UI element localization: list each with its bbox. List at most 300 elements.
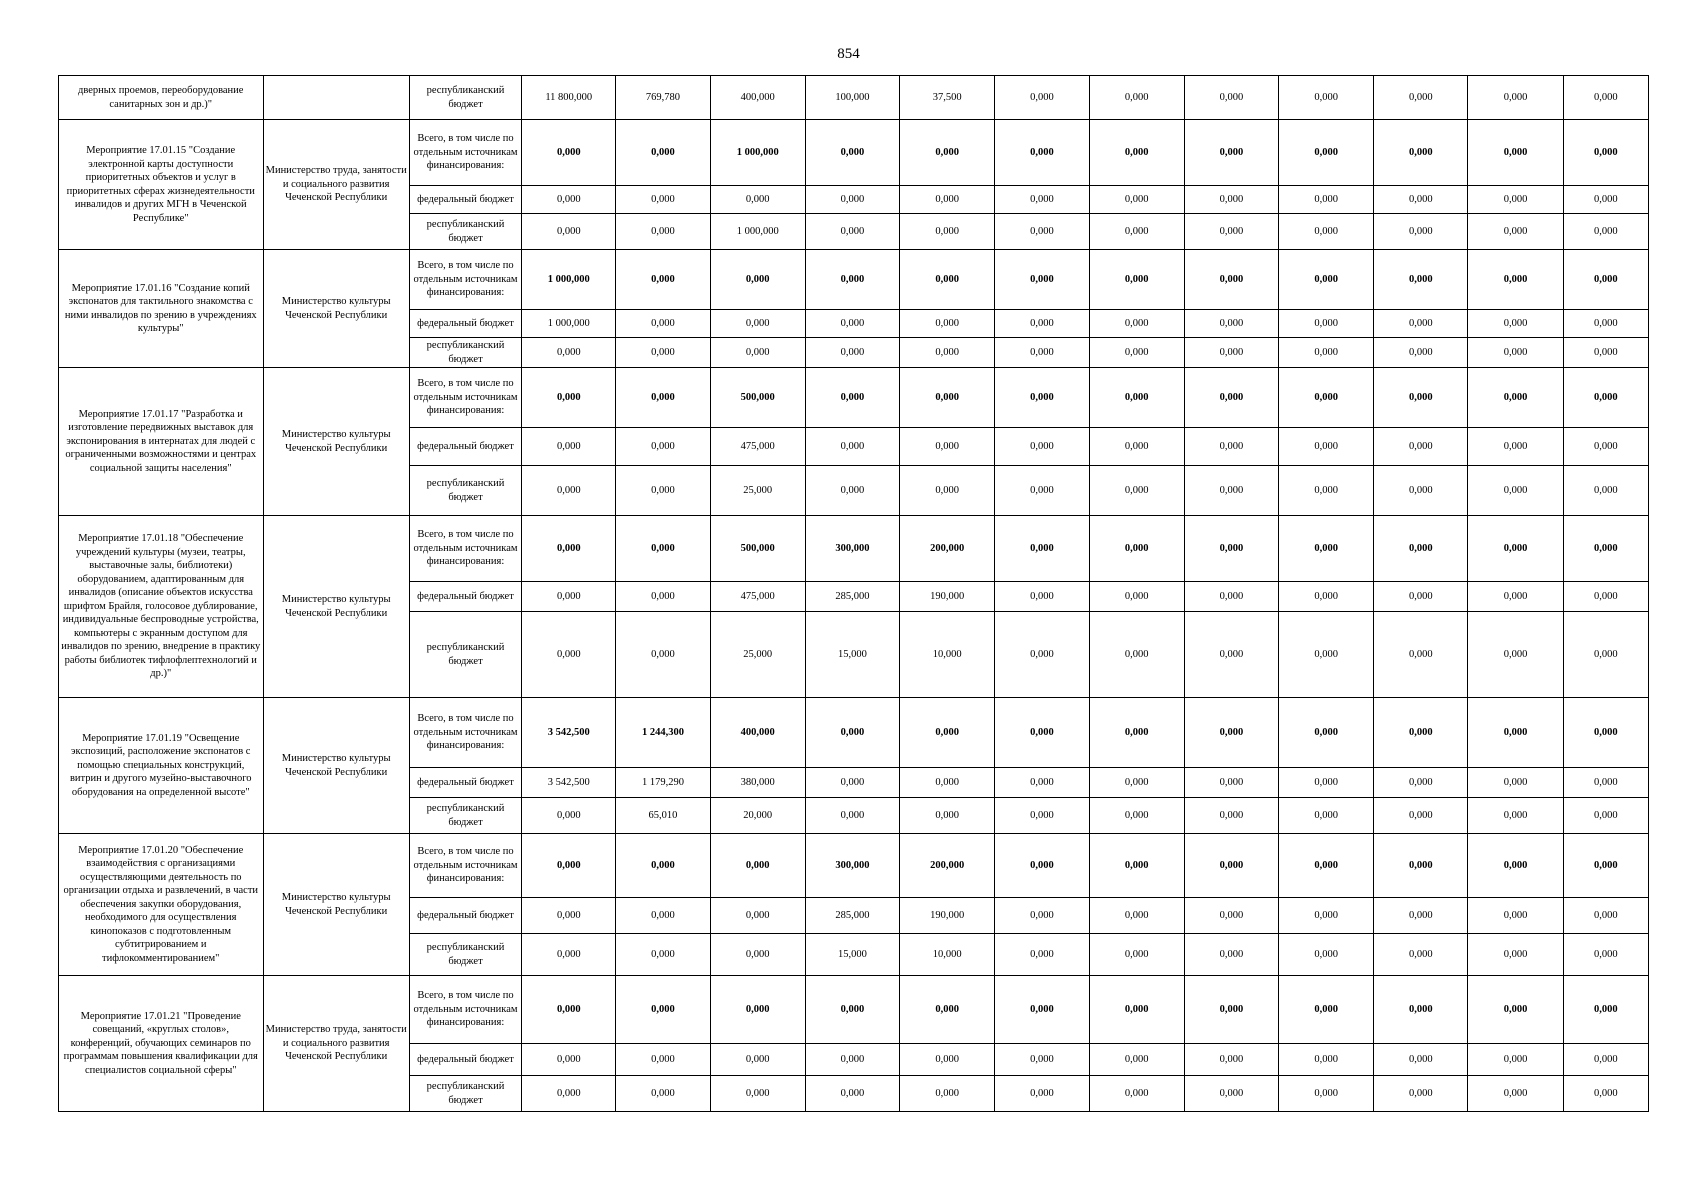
value-cell: 0,000 (710, 834, 805, 898)
measure-cell: Мероприятие 17.01.19 "Освещение экспозиций, расположение экспонатов с помощью специальных конструкций, витрин и другого музейно-выставочного оборудования на определенной высоте" (59, 698, 264, 834)
value-cell: 0,000 (1374, 120, 1468, 186)
value-cell: 0,000 (522, 834, 616, 898)
value-cell: 0,000 (995, 186, 1089, 214)
value-cell: 0,000 (616, 1076, 710, 1112)
value-cell: 0,000 (1563, 1044, 1648, 1076)
agency-cell: Министерство культуры Чеченской Республики (263, 834, 409, 976)
value-cell: 0,000 (1089, 250, 1184, 310)
value-cell: 0,000 (522, 338, 616, 368)
value-cell: 0,000 (900, 186, 995, 214)
value-cell: 0,000 (805, 1076, 899, 1112)
measure-cell: Мероприятие 17.01.15 "Создание электронной карты доступности приоритетных объектов и услуг в приоритетных сферах жизнедеятельности инвалидов и других МГН в Чеченской Республике" (59, 120, 264, 250)
value-cell: 285,000 (805, 898, 899, 934)
value-cell: 0,000 (1089, 612, 1184, 698)
value-cell: 0,000 (805, 1044, 899, 1076)
value-cell: 0,000 (1374, 428, 1468, 466)
value-cell: 0,000 (1184, 798, 1278, 834)
value-cell: 0,000 (1279, 338, 1374, 368)
value-cell: 0,000 (900, 310, 995, 338)
value-cell: 0,000 (995, 338, 1089, 368)
value-cell: 0,000 (1089, 214, 1184, 250)
funding-source-cell: республиканский бюджет (409, 934, 521, 976)
value-cell: 0,000 (1468, 516, 1563, 582)
value-cell: 0,000 (1563, 186, 1648, 214)
value-cell: 0,000 (1374, 976, 1468, 1044)
value-cell: 0,000 (1374, 934, 1468, 976)
value-cell: 0,000 (1563, 214, 1648, 250)
value-cell: 0,000 (1184, 338, 1278, 368)
value-cell: 0,000 (710, 934, 805, 976)
value-cell: 0,000 (995, 976, 1089, 1044)
value-cell: 300,000 (805, 834, 899, 898)
value-cell: 0,000 (1563, 368, 1648, 428)
value-cell: 0,000 (1089, 1044, 1184, 1076)
value-cell: 0,000 (995, 934, 1089, 976)
value-cell: 3 542,500 (522, 768, 616, 798)
agency-cell: Министерство культуры Чеченской Республики (263, 368, 409, 516)
value-cell: 0,000 (900, 1076, 995, 1112)
value-cell: 0,000 (616, 368, 710, 428)
agency-cell: Министерство культуры Чеченской Республики (263, 516, 409, 698)
value-cell: 0,000 (1563, 834, 1648, 898)
value-cell: 0,000 (1468, 310, 1563, 338)
value-cell: 0,000 (1374, 798, 1468, 834)
funding-source-cell: федеральный бюджет (409, 582, 521, 612)
funding-source-cell: республиканский бюджет (409, 214, 521, 250)
value-cell: 0,000 (1089, 582, 1184, 612)
value-cell: 0,000 (1279, 250, 1374, 310)
funding-source-cell: Всего, в том числе по отдельным источникам финансирования: (409, 698, 521, 768)
value-cell: 0,000 (1374, 582, 1468, 612)
value-cell: 1 179,290 (616, 768, 710, 798)
budget-table (58, 75, 1649, 1112)
value-cell: 200,000 (900, 834, 995, 898)
value-cell: 0,000 (900, 428, 995, 466)
value-cell: 0,000 (1374, 612, 1468, 698)
value-cell: 0,000 (900, 976, 995, 1044)
value-cell: 0,000 (1468, 466, 1563, 516)
value-cell: 0,000 (1089, 1076, 1184, 1112)
value-cell: 0,000 (1563, 612, 1648, 698)
value-cell: 25,000 (710, 612, 805, 698)
funding-source-cell: Всего, в том числе по отдельным источникам финансирования: (409, 250, 521, 310)
table-row (59, 250, 1649, 310)
value-cell: 0,000 (1089, 338, 1184, 368)
page-number: 854 (837, 46, 860, 62)
value-cell: 0,000 (1374, 466, 1468, 516)
agency-cell: Министерство труда, занятости и социального развития Чеченской Республики (263, 120, 409, 250)
value-cell: 0,000 (522, 186, 616, 214)
value-cell: 0,000 (522, 466, 616, 516)
value-cell: 1 000,000 (522, 310, 616, 338)
value-cell: 0,000 (1563, 768, 1648, 798)
value-cell: 15,000 (805, 612, 899, 698)
value-cell: 200,000 (900, 516, 995, 582)
value-cell: 0,000 (1279, 582, 1374, 612)
value-cell: 0,000 (900, 338, 995, 368)
value-cell: 0,000 (995, 214, 1089, 250)
value-cell: 0,000 (1374, 1044, 1468, 1076)
value-cell: 500,000 (710, 516, 805, 582)
value-cell: 0,000 (1089, 186, 1184, 214)
value-cell: 0,000 (995, 310, 1089, 338)
value-cell: 0,000 (1374, 516, 1468, 582)
value-cell: 0,000 (616, 186, 710, 214)
funding-source-cell: федеральный бюджет (409, 1044, 521, 1076)
value-cell: 0,000 (1279, 428, 1374, 466)
value-cell: 0,000 (616, 338, 710, 368)
value-cell: 0,000 (616, 898, 710, 934)
value-cell: 0,000 (522, 368, 616, 428)
table-row (59, 120, 1649, 186)
value-cell: 0,000 (1089, 310, 1184, 338)
value-cell: 0,000 (522, 428, 616, 466)
value-cell: 0,000 (900, 466, 995, 516)
value-cell: 0,000 (522, 582, 616, 612)
measure-cell: Мероприятие 17.01.20 "Обеспечение взаимодействия с организациями осуществляющими деятельность по организации отдыха и развлечений, в части обеспечения закупки оборудования, необходимого для осуществления кинопоказов с подготовленным субтитрированием и тифлокомментированием" (59, 834, 264, 976)
value-cell: 0,000 (1563, 516, 1648, 582)
value-cell: 0,000 (1089, 834, 1184, 898)
value-cell: 0,000 (805, 466, 899, 516)
value-cell: 0,000 (805, 214, 899, 250)
value-cell: 0,000 (995, 368, 1089, 428)
value-cell: 0,000 (1468, 798, 1563, 834)
value-cell: 0,000 (995, 1076, 1089, 1112)
value-cell: 0,000 (710, 898, 805, 934)
value-cell: 0,000 (1374, 338, 1468, 368)
funding-source-cell: республиканский бюджет (409, 798, 521, 834)
value-cell: 0,000 (1184, 834, 1278, 898)
value-cell: 0,000 (710, 976, 805, 1044)
funding-source-cell: Всего, в том числе по отдельным источникам финансирования: (409, 368, 521, 428)
value-cell: 0,000 (900, 120, 995, 186)
measure-cell: Мероприятие 17.01.17 "Разработка и изготовление передвижных выставок для экспонирования в интернатах для людей с ограниченными возможностями и центрах социальной защиты населения" (59, 368, 264, 516)
value-cell: 0,000 (1374, 310, 1468, 338)
value-cell: 0,000 (805, 798, 899, 834)
value-cell: 0,000 (1468, 934, 1563, 976)
value-cell: 0,000 (1279, 214, 1374, 250)
value-cell: 0,000 (1089, 768, 1184, 798)
value-cell: 20,000 (710, 798, 805, 834)
value-cell: 10,000 (900, 612, 995, 698)
measure-cell: дверных проемов, переоборудование санитарных зон и др.)" (59, 76, 264, 120)
value-cell: 0,000 (616, 466, 710, 516)
value-cell: 0,000 (1279, 898, 1374, 934)
funding-source-cell: Всего, в том числе по отдельным источникам финансирования: (409, 516, 521, 582)
value-cell: 0,000 (1563, 76, 1648, 120)
value-cell: 0,000 (1184, 310, 1278, 338)
value-cell: 0,000 (1279, 516, 1374, 582)
value-cell: 0,000 (710, 338, 805, 368)
value-cell: 0,000 (1279, 76, 1374, 120)
value-cell: 0,000 (1089, 698, 1184, 768)
value-cell: 0,000 (1563, 250, 1648, 310)
value-cell: 0,000 (1468, 1044, 1563, 1076)
value-cell: 285,000 (805, 582, 899, 612)
value-cell: 0,000 (616, 310, 710, 338)
value-cell: 0,000 (995, 898, 1089, 934)
value-cell: 0,000 (1279, 310, 1374, 338)
table-row (59, 516, 1649, 582)
value-cell: 0,000 (1563, 976, 1648, 1044)
value-cell: 0,000 (1089, 898, 1184, 934)
value-cell: 500,000 (710, 368, 805, 428)
value-cell: 0,000 (1184, 698, 1278, 768)
value-cell: 0,000 (522, 898, 616, 934)
value-cell: 0,000 (522, 1076, 616, 1112)
table-row (59, 834, 1649, 898)
value-cell: 0,000 (1184, 76, 1278, 120)
value-cell: 0,000 (616, 120, 710, 186)
value-cell: 0,000 (995, 428, 1089, 466)
value-cell: 1 000,000 (710, 214, 805, 250)
value-cell: 25,000 (710, 466, 805, 516)
value-cell: 0,000 (1279, 466, 1374, 516)
value-cell: 0,000 (1468, 214, 1563, 250)
agency-cell: Министерство труда, занятости и социального развития Чеченской Республики (263, 976, 409, 1112)
value-cell: 0,000 (805, 250, 899, 310)
value-cell: 400,000 (710, 698, 805, 768)
value-cell: 400,000 (710, 76, 805, 120)
value-cell: 0,000 (1374, 76, 1468, 120)
value-cell: 3 542,500 (522, 698, 616, 768)
agency-cell: Министерство культуры Чеченской Республики (263, 698, 409, 834)
value-cell: 0,000 (1279, 120, 1374, 186)
value-cell: 0,000 (995, 466, 1089, 516)
value-cell: 11 800,000 (522, 76, 616, 120)
value-cell: 0,000 (805, 186, 899, 214)
value-cell: 0,000 (1468, 428, 1563, 466)
value-cell: 0,000 (1279, 768, 1374, 798)
value-cell: 0,000 (1184, 976, 1278, 1044)
value-cell: 0,000 (1279, 1044, 1374, 1076)
value-cell: 0,000 (1468, 582, 1563, 612)
table-body (59, 76, 1649, 1112)
value-cell: 0,000 (900, 698, 995, 768)
value-cell: 0,000 (1374, 250, 1468, 310)
value-cell: 300,000 (805, 516, 899, 582)
value-cell: 0,000 (710, 1076, 805, 1112)
value-cell: 65,010 (616, 798, 710, 834)
funding-source-cell: федеральный бюджет (409, 428, 521, 466)
value-cell: 0,000 (1089, 516, 1184, 582)
value-cell: 0,000 (1468, 250, 1563, 310)
value-cell: 0,000 (1184, 214, 1278, 250)
value-cell: 0,000 (1089, 428, 1184, 466)
value-cell: 0,000 (1374, 898, 1468, 934)
value-cell: 0,000 (522, 976, 616, 1044)
value-cell: 380,000 (710, 768, 805, 798)
measure-cell: Мероприятие 17.01.21 "Проведение совещаний, «круглых столов», конференций, обучающих семинаров по программам повышения квалификации для специалистов социальной сферы" (59, 976, 264, 1112)
value-cell: 0,000 (900, 1044, 995, 1076)
funding-source-cell: федеральный бюджет (409, 310, 521, 338)
value-cell: 0,000 (1089, 76, 1184, 120)
value-cell: 0,000 (1374, 214, 1468, 250)
value-cell: 15,000 (805, 934, 899, 976)
table-row (59, 976, 1649, 1044)
value-cell: 0,000 (616, 428, 710, 466)
value-cell: 0,000 (1563, 698, 1648, 768)
value-cell: 0,000 (805, 698, 899, 768)
value-cell: 0,000 (900, 798, 995, 834)
value-cell: 0,000 (1279, 612, 1374, 698)
funding-source-cell: республиканский бюджет (409, 1076, 521, 1112)
value-cell: 0,000 (1563, 428, 1648, 466)
value-cell: 0,000 (995, 834, 1089, 898)
funding-source-cell: республиканский бюджет (409, 338, 521, 368)
value-cell: 0,000 (1563, 338, 1648, 368)
funding-source-cell: Всего, в том числе по отдельным источникам финансирования: (409, 976, 521, 1044)
value-cell: 769,780 (616, 76, 710, 120)
value-cell: 0,000 (1563, 798, 1648, 834)
value-cell: 0,000 (1279, 698, 1374, 768)
agency-cell (263, 76, 409, 120)
value-cell: 0,000 (1563, 898, 1648, 934)
value-cell: 0,000 (1279, 798, 1374, 834)
value-cell: 0,000 (522, 1044, 616, 1076)
value-cell: 0,000 (1468, 186, 1563, 214)
value-cell: 0,000 (1279, 368, 1374, 428)
value-cell: 1 000,000 (522, 250, 616, 310)
value-cell: 0,000 (1184, 612, 1278, 698)
value-cell: 0,000 (1184, 516, 1278, 582)
value-cell: 0,000 (522, 798, 616, 834)
value-cell: 0,000 (616, 582, 710, 612)
value-cell: 0,000 (1089, 934, 1184, 976)
value-cell: 0,000 (995, 120, 1089, 186)
value-cell: 0,000 (616, 834, 710, 898)
value-cell: 0,000 (1468, 120, 1563, 186)
value-cell: 0,000 (1184, 934, 1278, 976)
value-cell: 475,000 (710, 582, 805, 612)
value-cell: 0,000 (805, 768, 899, 798)
value-cell: 100,000 (805, 76, 899, 120)
value-cell: 0,000 (522, 934, 616, 976)
value-cell: 37,500 (900, 76, 995, 120)
value-cell: 1 244,300 (616, 698, 710, 768)
measure-cell: Мероприятие 17.01.18 "Обеспечение учреждений культуры (музеи, театры, выставочные залы, библиотеки) оборудованием, адаптированным для инвалидов (описание объектов искусства шрифтом Брайля, голосовое дублирование, индивидуальные беспроводные устройства, компьютеры с экранным доступом для инвалидов по зрению, внедрение в практику работы библиотек тифлофлептехнологий и др.)" (59, 516, 264, 698)
value-cell: 0,000 (710, 186, 805, 214)
value-cell: 0,000 (1184, 428, 1278, 466)
funding-source-cell: федеральный бюджет (409, 186, 521, 214)
value-cell: 0,000 (1184, 368, 1278, 428)
value-cell: 0,000 (1468, 1076, 1563, 1112)
value-cell: 0,000 (995, 582, 1089, 612)
value-cell: 475,000 (710, 428, 805, 466)
value-cell: 0,000 (1468, 612, 1563, 698)
value-cell: 0,000 (1563, 466, 1648, 516)
value-cell: 0,000 (1184, 120, 1278, 186)
value-cell: 0,000 (1374, 368, 1468, 428)
value-cell: 0,000 (1374, 186, 1468, 214)
value-cell: 0,000 (616, 250, 710, 310)
value-cell: 0,000 (900, 214, 995, 250)
value-cell: 0,000 (1184, 1076, 1278, 1112)
value-cell: 0,000 (1184, 186, 1278, 214)
value-cell: 0,000 (710, 310, 805, 338)
value-cell: 0,000 (522, 214, 616, 250)
value-cell: 0,000 (1279, 834, 1374, 898)
value-cell: 0,000 (1374, 698, 1468, 768)
value-cell: 0,000 (1184, 898, 1278, 934)
value-cell: 0,000 (900, 768, 995, 798)
value-cell: 0,000 (616, 214, 710, 250)
funding-source-cell: республиканский бюджет (409, 76, 521, 120)
value-cell: 0,000 (1563, 120, 1648, 186)
value-cell: 0,000 (1089, 976, 1184, 1044)
value-cell: 0,000 (900, 250, 995, 310)
value-cell: 0,000 (995, 76, 1089, 120)
value-cell: 10,000 (900, 934, 995, 976)
table-row (59, 368, 1649, 428)
funding-source-cell: Всего, в том числе по отдельным источникам финансирования: (409, 834, 521, 898)
value-cell: 0,000 (1184, 582, 1278, 612)
value-cell: 0,000 (1468, 976, 1563, 1044)
value-cell: 0,000 (1184, 250, 1278, 310)
value-cell: 0,000 (995, 516, 1089, 582)
value-cell: 0,000 (1468, 698, 1563, 768)
value-cell: 0,000 (1468, 768, 1563, 798)
value-cell: 0,000 (616, 516, 710, 582)
value-cell: 0,000 (522, 516, 616, 582)
value-cell: 0,000 (995, 698, 1089, 768)
value-cell: 0,000 (805, 368, 899, 428)
table-row (59, 698, 1649, 768)
value-cell: 0,000 (1089, 466, 1184, 516)
value-cell: 0,000 (1279, 186, 1374, 214)
value-cell: 0,000 (1089, 798, 1184, 834)
value-cell: 0,000 (710, 1044, 805, 1076)
value-cell: 0,000 (1563, 1076, 1648, 1112)
value-cell: 0,000 (995, 612, 1089, 698)
value-cell: 0,000 (805, 120, 899, 186)
value-cell: 0,000 (616, 976, 710, 1044)
value-cell: 0,000 (1184, 1044, 1278, 1076)
value-cell: 0,000 (995, 798, 1089, 834)
value-cell: 0,000 (1089, 368, 1184, 428)
value-cell: 0,000 (522, 120, 616, 186)
agency-cell: Министерство культуры Чеченской Республики (263, 250, 409, 368)
value-cell: 0,000 (1279, 976, 1374, 1044)
value-cell: 0,000 (616, 1044, 710, 1076)
value-cell: 0,000 (1468, 338, 1563, 368)
value-cell: 0,000 (900, 368, 995, 428)
value-cell: 0,000 (1563, 310, 1648, 338)
value-cell: 0,000 (805, 428, 899, 466)
table-row (59, 76, 1649, 120)
value-cell: 0,000 (616, 934, 710, 976)
value-cell: 0,000 (1468, 898, 1563, 934)
value-cell: 0,000 (1374, 1076, 1468, 1112)
value-cell: 0,000 (1468, 834, 1563, 898)
value-cell: 0,000 (1184, 466, 1278, 516)
value-cell: 0,000 (995, 1044, 1089, 1076)
value-cell: 0,000 (1089, 120, 1184, 186)
value-cell: 0,000 (710, 250, 805, 310)
value-cell: 1 000,000 (710, 120, 805, 186)
value-cell: 0,000 (1563, 582, 1648, 612)
value-cell: 190,000 (900, 582, 995, 612)
value-cell: 0,000 (616, 612, 710, 698)
value-cell: 0,000 (805, 310, 899, 338)
value-cell: 0,000 (522, 612, 616, 698)
funding-source-cell: республиканский бюджет (409, 612, 521, 698)
value-cell: 0,000 (1279, 934, 1374, 976)
value-cell: 0,000 (1184, 768, 1278, 798)
funding-source-cell: федеральный бюджет (409, 768, 521, 798)
funding-source-cell: федеральный бюджет (409, 898, 521, 934)
value-cell: 0,000 (995, 250, 1089, 310)
